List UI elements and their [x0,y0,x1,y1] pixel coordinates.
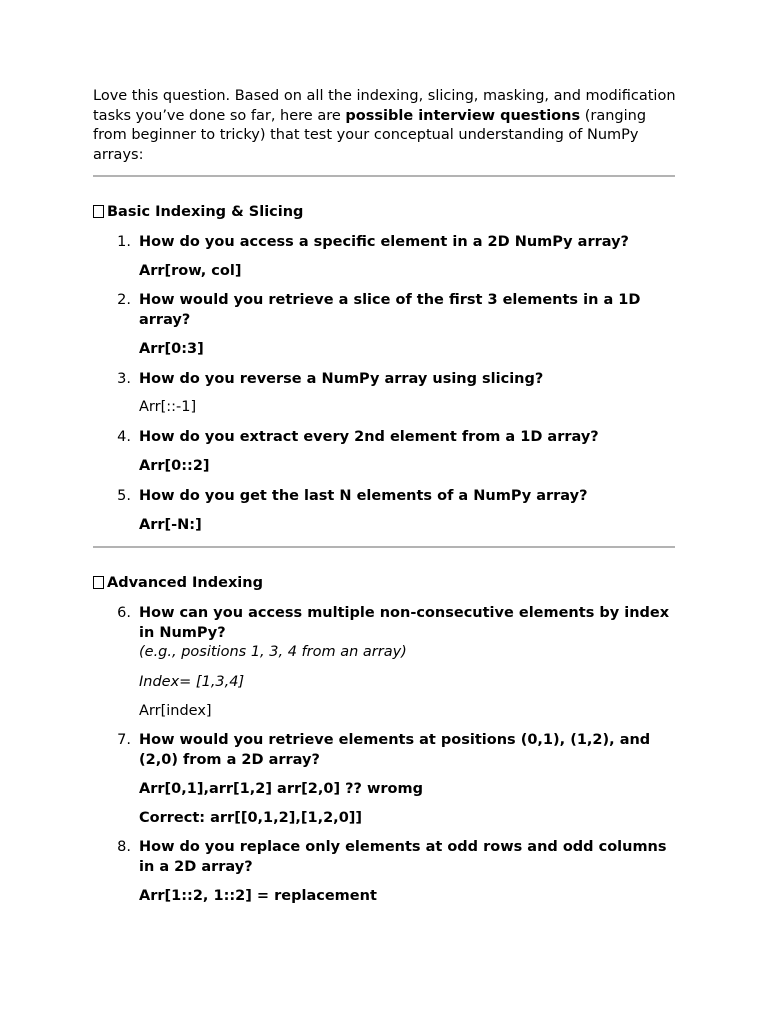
question-number: 8. [117,839,131,855]
question-number: 6. [117,605,131,621]
question-number: 3. [117,371,131,387]
question-text: How can you access multiple non-consecutive elements by index in NumPy? [139,605,670,641]
question-number: 5. [117,488,131,504]
question-number: 2. [117,292,131,308]
intro-bold-text: possible interview questions [345,107,581,124]
emoji-icon [93,205,104,218]
answer-7a: Arr[0,1],arr[1,2] arr[2,0] ?? wromg [139,781,423,797]
question-number: 7. [117,732,131,748]
section-heading-basic [93,203,303,223]
divider-2 [93,546,675,548]
answer-5: Arr[-N:] [139,517,202,533]
question-number: 1. [117,234,131,250]
intro-paragraph [93,87,678,165]
question-number: 4. [117,429,131,445]
question-item-8 [117,838,677,877]
section-title-basic: Basic Indexing & Slicing [107,204,304,220]
divider-1 [93,175,675,177]
intro-text-1: Love this question. Based on all the indexing, slicing, masking, and modification tasks you’ve done so far, here are [93,88,676,124]
question-item-1 [117,233,677,253]
question-item-5 [117,487,677,507]
answer-6b: Arr[index] [139,703,212,719]
emoji-icon [93,576,104,589]
answer-6a: Index= [1,3,4] [139,674,245,690]
question-item-7 [117,731,677,770]
intro-text-2: (ranging from beginner to tricky) that test your conceptual understanding of NumPy arrays: [93,107,647,163]
answer-1: Arr[row, col] [139,263,242,279]
question-text: How do you reverse a NumPy array using slicing? [139,371,544,387]
answer-2: Arr[0:3] [139,341,204,357]
question-item-4 [117,428,677,448]
question-text: How do you access a specific element in a 2D NumPy array? [139,234,629,250]
answer-4: Arr[0::2] [139,458,210,474]
question-item-6 [117,604,677,643]
question-text: How would you retrieve a slice of the first 3 elements in a 1D array? [139,292,641,328]
question-text: How do you get the last N elements of a NumPy array? [139,488,588,504]
answer-8: Arr[1::2, 1::2] = replacement [139,888,377,904]
question-text: How do you replace only elements at odd rows and odd columns in a 2D array? [139,839,667,875]
section-heading-advanced [93,574,263,594]
question-text: How would you retrieve elements at positions (0,1), (1,2), and (2,0) from a 2D array? [139,732,651,768]
answer-7b: Correct: arr[[0,1,2],[1,2,0]] [139,810,363,826]
section-title-advanced: Advanced Indexing [107,575,263,591]
question-text: How do you extract every 2nd element from a 1D array? [139,429,599,445]
question-item-2 [117,291,677,330]
answer-3: Arr[::-1] [139,399,197,415]
question-note-6: (e.g., positions 1, 3, 4 from an array) [139,644,407,660]
question-item-3 [117,370,677,390]
